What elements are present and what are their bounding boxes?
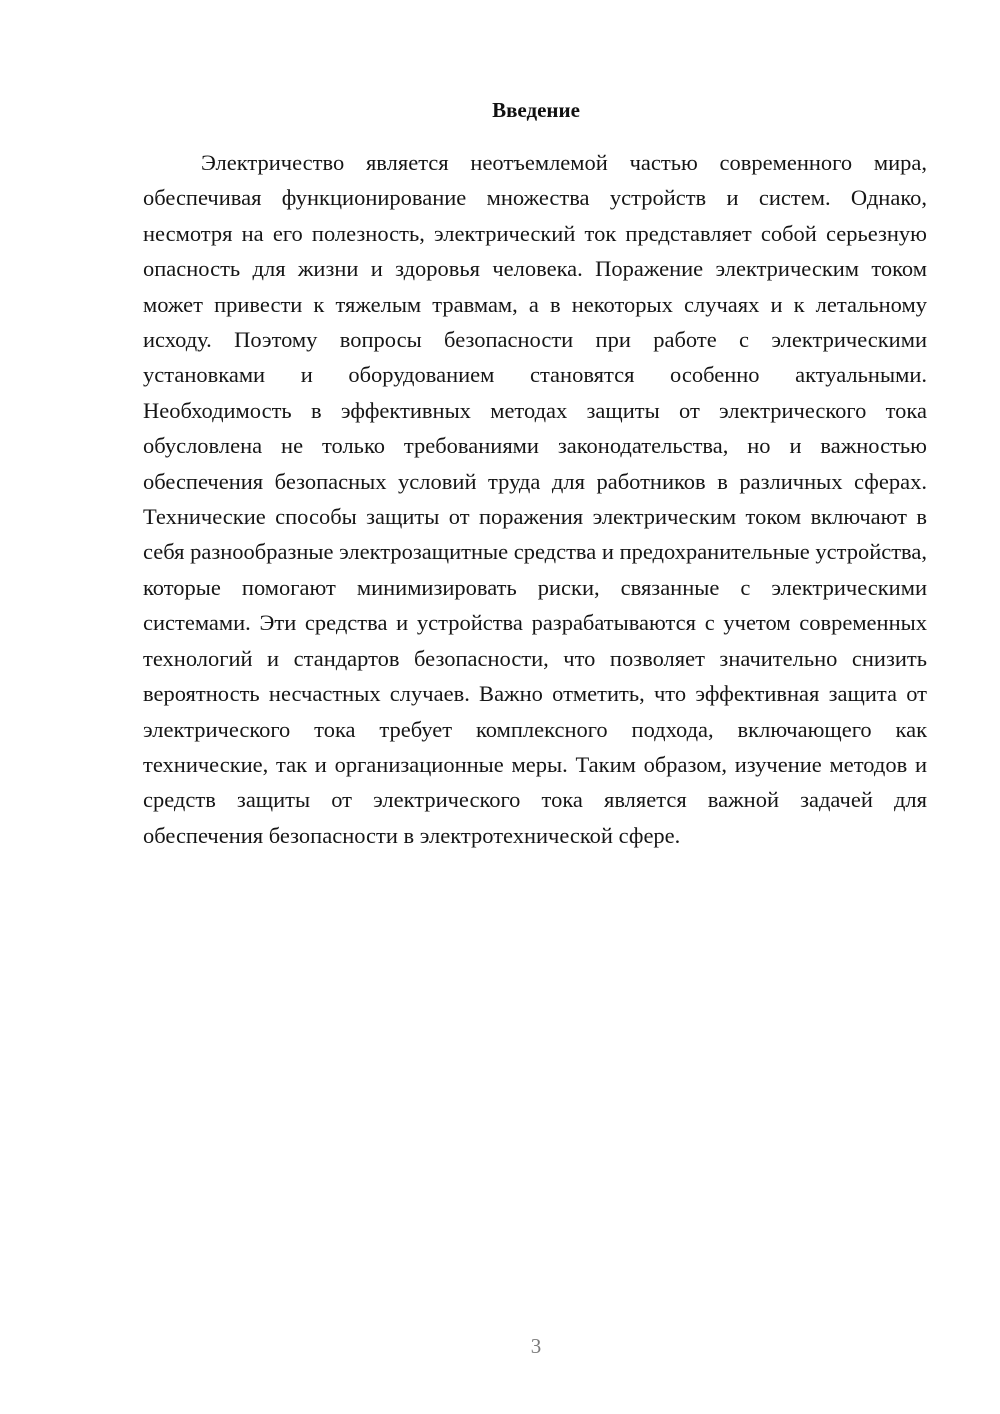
body-paragraph: Электричество является неотъемлемой частью современного мира, обеспечивая функционирование множества устройств и систем. Однако, несмотря на его полезность, электрический ток представляет собой серьезную опасность для жизни и здоровья человека. Поражение электрическим током может привести к тяжелым травмам, а в некоторых случаях и к летальному исходу. Поэтому вопросы безопасности при работе с электрическими установками и оборудованием становятся особенно актуальными. Необходимость в эффективных методах защиты от электрического тока обусловлена не только требованиями законодательства, но и важностью обеспечения безопасных условий труда для работников в различных сферах. Технические способы защиты от поражения электрическим током включают в себя разнообразные электрозащитные средства и предохранительные устройства, которые помогают минимизировать риски, связанные с электрическими системами. Эти средства и устройства разрабатываются с учетом современных технологий и стандартов безопасности, что позволяет значительно снизить вероятность несчастных случаев. Важно отметить, что эффективная защита от электрического тока требует комплексного подхода, включающего как технические, так и организационные меры. Таким образом, изучение методов и средств защиты от электрического тока является важной задачей для обеспечения безопасности в электротехнической сфере. [143, 150, 927, 848]
section-heading: Введение [492, 98, 580, 122]
page-number: 3 [530, 1334, 542, 1358]
